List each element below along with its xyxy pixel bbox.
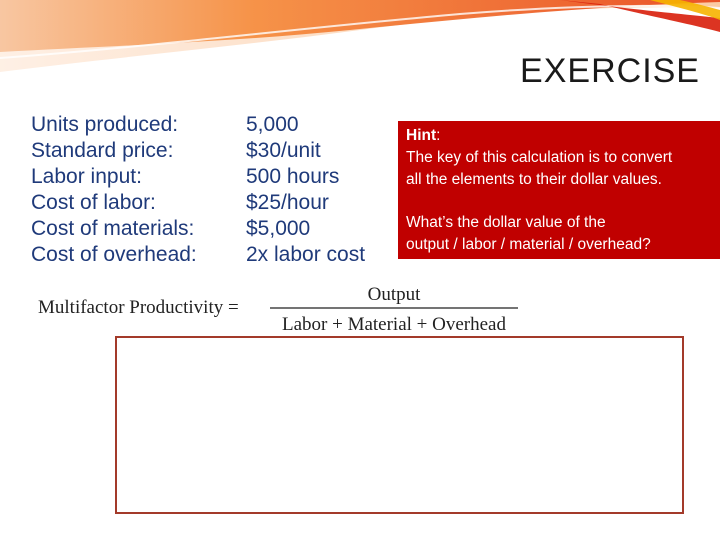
- hint-heading: Hint: [406, 127, 437, 144]
- hint-line: all the elements to their dollar values.: [406, 171, 662, 188]
- fact-label: Units produced:: [31, 113, 179, 136]
- formula-lhs: Multifactor Productivity =: [38, 297, 239, 318]
- fact-values-column: [246, 112, 365, 268]
- hint-box: [398, 121, 720, 259]
- fact-value: 5,000: [246, 113, 299, 136]
- hint-line: output / labor / material / overhead?: [406, 236, 651, 253]
- hint-spacer: [406, 191, 714, 212]
- hint-colon: :: [436, 127, 441, 144]
- hint-line: The key of this calculation is to convert: [406, 149, 673, 166]
- fact-value: 500 hours: [246, 165, 340, 188]
- hint-line: What’s the dollar value of the: [406, 214, 606, 231]
- fact-label: Standard price:: [31, 139, 174, 162]
- fact-label: Cost of labor:: [31, 191, 156, 214]
- answer-box[interactable]: [115, 336, 684, 514]
- formula-numerator: Output: [367, 284, 421, 305]
- hint-heading-line: [406, 125, 714, 147]
- fact-label: Cost of materials:: [31, 217, 195, 240]
- fact-value: $25/hour: [246, 191, 329, 214]
- fact-value: $30/unit: [246, 139, 321, 162]
- multifactor-productivity-formula: [36, 280, 526, 340]
- formula-denominator: Labor + Material + Overhead: [281, 314, 507, 335]
- fact-value: $5,000: [246, 217, 311, 240]
- fact-value: 2x labor cost: [246, 243, 366, 266]
- slide-title: EXERCISE: [520, 52, 700, 90]
- fact-label: Labor input:: [31, 165, 142, 188]
- fact-labels-column: [31, 112, 197, 268]
- fact-label: Cost of overhead:: [31, 243, 197, 266]
